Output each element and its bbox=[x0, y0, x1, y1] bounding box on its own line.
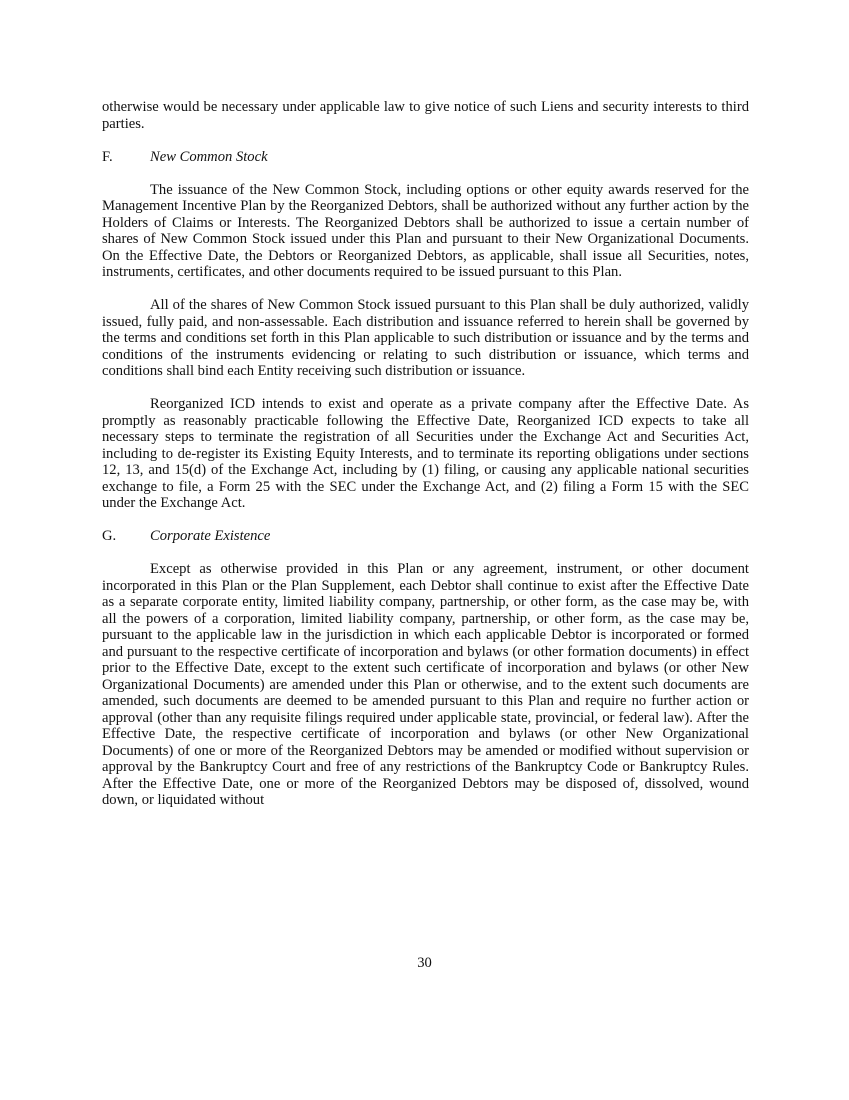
body-paragraph: Except as otherwise provided in this Plan or any agreement, instrument, or other document incorporated in this Plan or the Plan Supplement, each Debtor shall continue to exist after the Effective Date as a separate corporate entity, limited liability company, partnership, or other form, as the case may be, with all the powers of a corporation, limited liability company, partnership, or other form, as the case may be, pursuant to the applicable law in the jurisdiction in which each applicable Debtor is incorporated or formed and pursuant to the respective certificate of incorporation and bylaws (or other formation documents) in effect prior to the Effective Date, except to the extent such certificate of incorporation and bylaws (or other New Organizational Documents) are amended under this Plan or otherwise, and to the extent such documents are amended, such documents are deemed to be amended pursuant to this Plan and require no further action or approval (other than any requisite filings required under applicable state, provincial, or federal law). After the Effective Date, the respective certificate of incorporation and bylaws (or other New Organizational Documents) of one or more of the Reorganized Debtors may be amended or modified without supervision or approval by the Bankruptcy Court and free of any restrictions of the Bankruptcy Code or Bankruptcy Rules. After the Effective Date, one or more of the Reorganized Debtors may be disposed of, dissolved, wound down, or liquidated without bbox=[102, 561, 749, 808]
body-paragraph: The issuance of the New Common Stock, including options or other equity awards reserved for the Management Incentive Plan by the Reorganized Debtors, shall be authorized without any further action by the Holders of Claims or Interests. The Reorganized Debtors shall be authorized to issue a certain number of shares of New Common Stock issued under this Plan and pursuant to their New Organizational Documents. On the Effective Date, the Debtors or Reorganized Debtors, as applicable, shall issue all Securities, notes, instruments, certificates, and other documents required to be issued pursuant to this Plan. bbox=[102, 181, 749, 280]
section-heading-f bbox=[102, 149, 749, 166]
section-letter-f: F. bbox=[102, 148, 113, 165]
page-number: 30 bbox=[417, 955, 432, 971]
section-letter-g: G. bbox=[102, 528, 117, 544]
continuation-paragraph: otherwise would be necessary under applicable law to give notice of such Liens and security interests to third parties. bbox=[102, 99, 749, 132]
section-title-f: New Common Stock bbox=[150, 148, 268, 165]
section-title-g: Corporate Existence bbox=[150, 528, 271, 544]
body-paragraph: All of the shares of New Common Stock issued pursuant to this Plan shall be duly authorized, validly issued, fully paid, and non-assessable. Each distribution and issuance referred to herein shall be governed by the terms and conditions set forth in this Plan applicable to such distribution or issuance and by the terms and conditions of the instruments evidencing or relating to such distribution or issuance, which terms and conditions shall bind each Entity receiving such distribution or issuance. bbox=[102, 297, 749, 379]
page-body bbox=[102, 99, 749, 825]
section-heading-g bbox=[102, 528, 749, 545]
body-paragraph: Reorganized ICD intends to exist and operate as a private company after the Effective Date. As promptly as reasonably practicable following the Effective Date, Reorganized ICD expects to take all necessary steps to terminate the registration of all Securities under the Exchange Act and Securities Act, including to de-register its Existing Equity Interests, and to terminate its reporting obligations under sections 12, 13, and 15(d) of the Exchange Act, including by (1) filing, or causing any applicable national securities exchange to file, a Form 25 with the SEC under the Exchange Act, and (2) filing a Form 15 with the SEC under the Exchange Act. bbox=[102, 396, 749, 511]
